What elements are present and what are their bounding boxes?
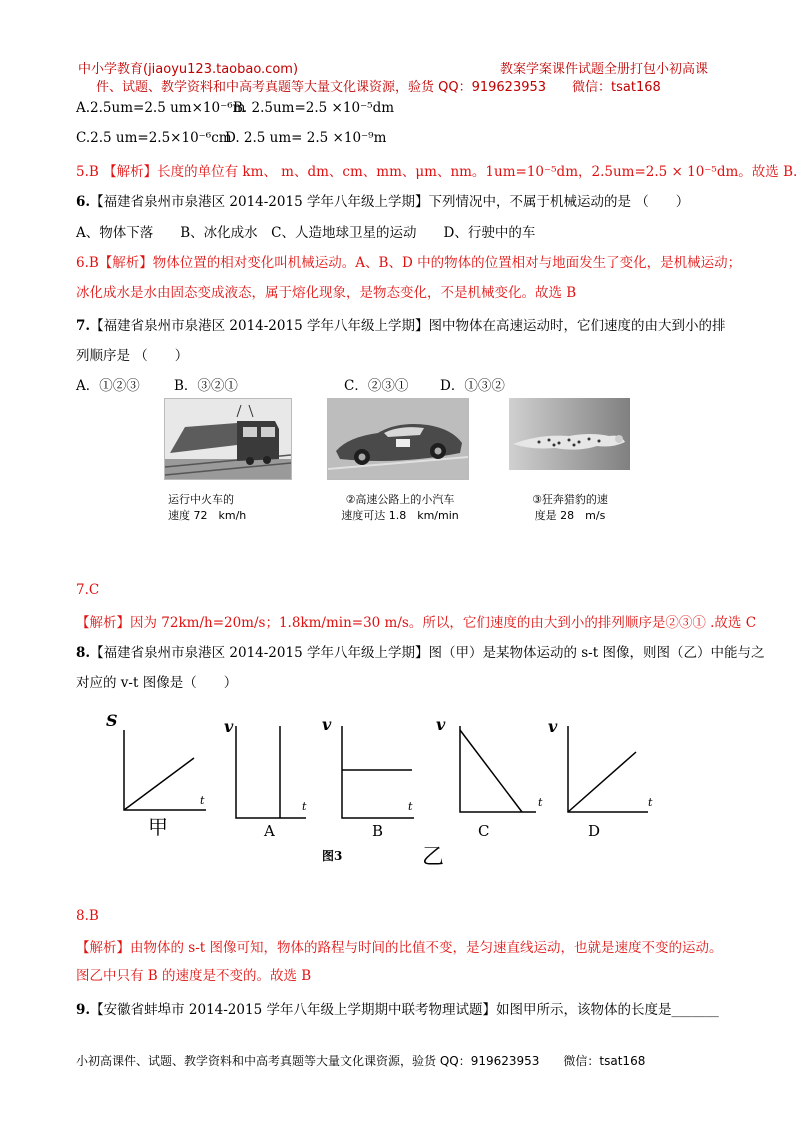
train-caption: 运行中火车的 速度 72 km/h	[168, 493, 247, 522]
graph-a-v-label: v	[224, 717, 234, 736]
q7-option-c: C．②③①	[344, 378, 409, 394]
graph-c-axes	[460, 726, 536, 812]
q8-answer-line2: 图乙中只有 B 的速度是不变的。故选 B	[76, 968, 312, 984]
q7-stem-line1: 图中物体在高速运动时，它们速度的由大到小的排	[428, 318, 726, 334]
graph-jia-t-label: t	[200, 794, 205, 807]
graph-jia-s-label: S	[106, 711, 118, 730]
q6-stem: 下列情况中，不属于机械运动的是 （ ）	[428, 194, 690, 210]
train-photo	[164, 398, 292, 480]
q5-option-b: B. 2.5um=2.5 ×10⁻⁵dm	[233, 100, 395, 116]
q5-option-c: C.2.5 um=2.5×10⁻⁶cm	[76, 130, 232, 146]
graph-jia-axes	[124, 730, 206, 810]
q9-question	[76, 998, 719, 1018]
graph-d-v-label: v	[548, 717, 558, 736]
q9-number: 9.	[76, 1002, 91, 1018]
graph-c-line	[460, 730, 522, 812]
q7-number: 7.	[76, 318, 91, 334]
header-right: 教案学案课件试题全册打包小初高课	[500, 62, 709, 77]
graph-a-t-label: t	[302, 800, 307, 813]
q6-options: A、物体下落 B、冰化成水 C、人造地球卫星的运动 D、行驶中的车	[76, 225, 536, 241]
q8-number: 8.	[76, 645, 91, 661]
graph-b-axes	[342, 726, 414, 818]
graph-d-line	[568, 752, 636, 812]
graph-d-t-label: t	[648, 796, 653, 809]
q9-source: 【安徽省蚌埠市 2014-2015 学年八年级上学期期中联考物理试题】	[90, 1002, 496, 1018]
q7-stem-line2: 列顺序是 （ ）	[76, 348, 189, 364]
q6-answer-line1: 6.B【解析】物体位置的相对变化叫机械运动。A、B、D 中的物体的位置相对与地面发生了变化，是机械运动；	[76, 255, 742, 271]
graph-d-axes	[568, 726, 648, 812]
q7-source: 【福建省泉州市泉港区 2014-2015 学年八年级上学期】	[90, 318, 429, 334]
graph-b-t-label: t	[408, 800, 413, 813]
q6-question	[76, 190, 689, 210]
graph-b-caption: B	[372, 822, 384, 840]
q7-option-d: D．①③②	[440, 378, 505, 394]
q5-option-a: A.2.5um=2.5 um×10⁻⁶m	[76, 100, 246, 116]
graph-yi-caption: 乙	[422, 845, 445, 870]
q8-answer-letter: 8.B	[76, 908, 99, 924]
graph-b-v-label: v	[322, 715, 332, 734]
car-photo	[327, 398, 469, 480]
graph-d-caption: D	[588, 822, 601, 840]
q7-answer: 【解析】因为 72km/h=20m/s；1.8km/min=30 m/s。所以，它们速度的由大到小的排列顺序是②③① .故选 C	[76, 615, 757, 631]
header-left: 中小学教育(jiaoyu123.taobao.com)	[78, 62, 299, 77]
q9-stem: 如图甲所示，该物体的长度是_______	[495, 1002, 719, 1018]
graph-jia-caption: 甲	[148, 815, 168, 839]
graph-jia-line	[124, 758, 194, 810]
q7-option-a: A．①②③	[76, 378, 140, 394]
q8-answer-line1: 【解析】由物体的 s-t 图像可知，物体的路程与时间的比值不变，是匀速直线运动，也就是速度不变的运动。	[76, 940, 723, 956]
q5-option-d: D. 2.5 um= 2.5 ×10⁻⁹m	[225, 130, 387, 146]
q7-answer-letter: 7.C	[76, 582, 100, 598]
graph-a-caption: A	[264, 822, 275, 840]
q6-source: 【福建省泉州市泉港区 2014-2015 学年八年级上学期】	[90, 194, 429, 210]
q6-number: 6.	[76, 194, 91, 210]
q7-question	[76, 314, 725, 334]
graph-a-axes	[236, 726, 306, 818]
footer: 小初高课件、试题、教学资料和中高考真题等大量文化课资源，验货 QQ：919623953 微信：tsat168	[76, 1054, 646, 1068]
car-caption: ②高速公路上的小汽车 速度可达 1.8 km/min	[341, 493, 459, 522]
graph-c-caption: C	[478, 822, 490, 840]
cheetah-caption: ③狂奔猎豹的速 度是 28 m/s	[532, 493, 608, 522]
q8-graphs-figure	[96, 700, 676, 870]
q8-source: 【福建省泉州市泉港区 2014-2015 学年八年级上学期】	[90, 645, 429, 661]
graph-c-t-label: t	[538, 796, 543, 809]
q7-option-b: B．③②①	[174, 378, 238, 394]
q8-stem-line2: 对应的 v-t 图像是（ ）	[76, 675, 238, 691]
q8-question	[76, 641, 764, 661]
q6-answer-line2: 冰化成水是水由固态变成液态，属于熔化现象，是物态变化，不是机械变化。故选 B	[76, 285, 577, 301]
graph-figure-number: 图3	[322, 849, 343, 863]
q5-answer: 5.B 【解析】长度的单位有 km、 m、dm、cm、mm、μm、nm。1um=10⁻⁵dm，2.5um=2.5 × 10⁻⁵dm。故选 B.	[76, 164, 798, 180]
cheetah-photo	[509, 398, 630, 470]
graph-c-v-label: v	[436, 715, 446, 734]
header-line2: 件、试题、教学资料和中高考真题等大量文化课资源，验货 QQ：919623953 微信：tsat168	[96, 80, 661, 95]
q8-stem-line1: 图（甲）是某物体运动的 s-t 图像，则图（乙）中能与之	[428, 645, 765, 661]
